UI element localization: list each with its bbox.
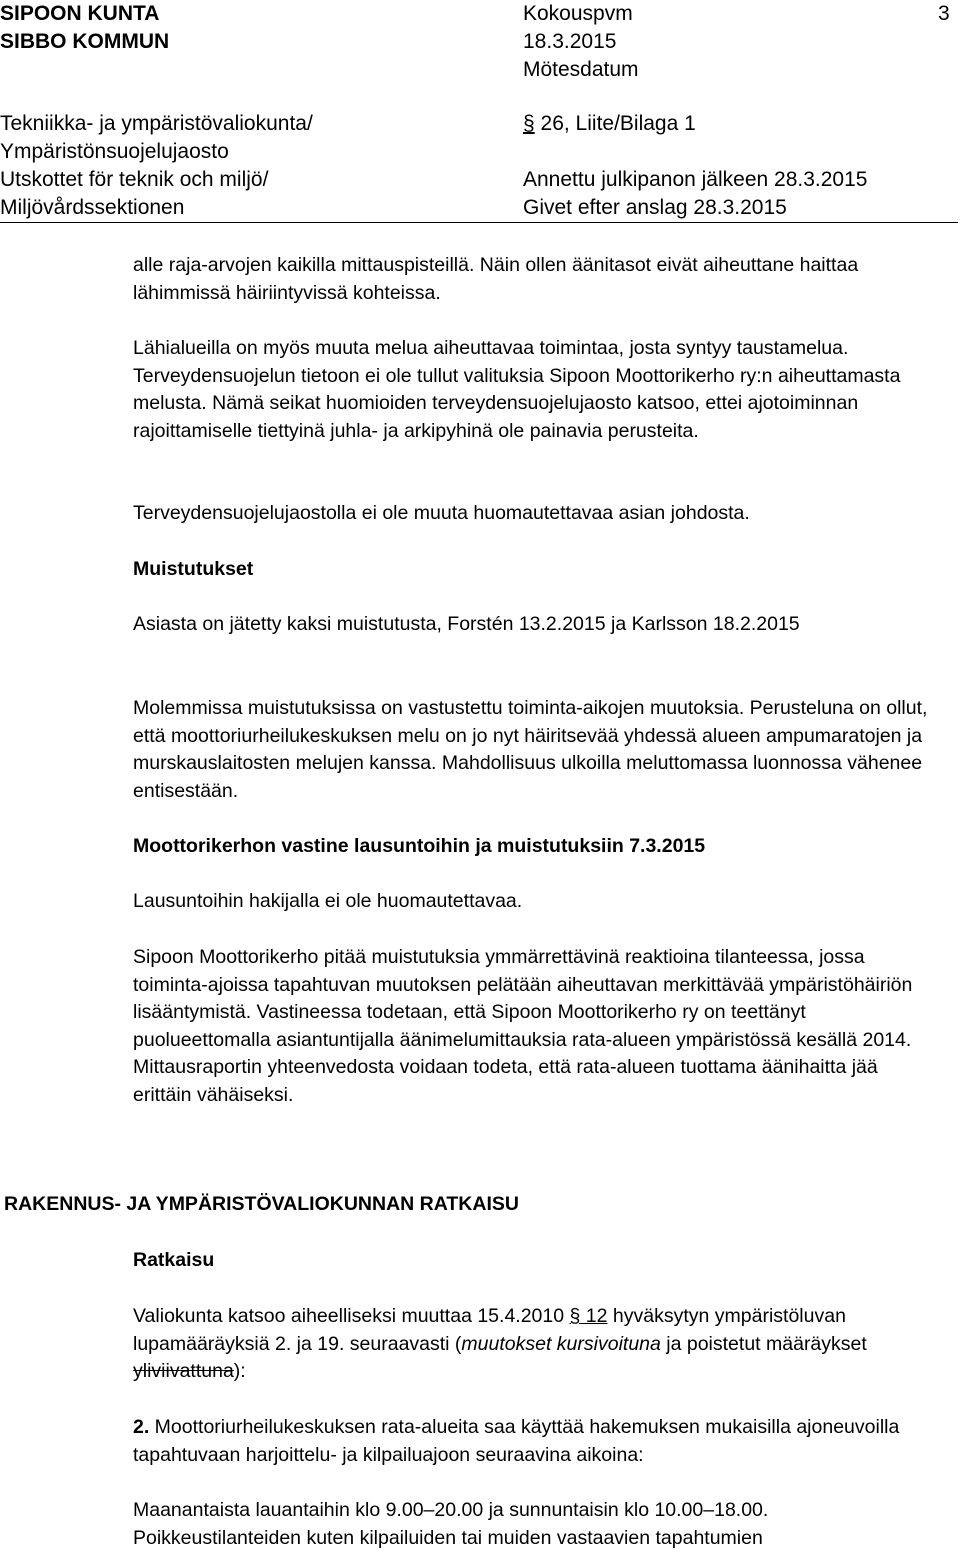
paragraph-8: [133, 1303, 933, 1386]
page-number: 3: [938, 2, 950, 25]
department-fi-line1: Tekniikka- ja ympäristövaliokunta/: [0, 112, 313, 135]
org-name-sv: SIBBO KOMMUN: [0, 30, 170, 53]
paragraph-9: [133, 1414, 933, 1469]
document-header: [0, 0, 960, 224]
p8-part-d: ja poistetut määräykset: [660, 1332, 867, 1355]
department-sv-line2: Miljövårdssektionen: [0, 196, 185, 219]
p8-strike-note: yliviivattuna: [133, 1360, 234, 1383]
department-fi-line2: Ympäristönsuojelujaosto: [0, 140, 229, 163]
paragraph-4: Asiasta on jätetty kaksi muistutusta, Forstén 13.2.2015 ja Karlsson 18.2.2015: [133, 613, 800, 635]
paragraph-6: Lausuntoihin hakijalla ei ole huomautettavaa.: [133, 890, 523, 912]
section-title: RAKENNUS- JA YMPÄRISTÖVALIOKUNNAN RATKAISU: [4, 1193, 519, 1215]
header-divider: [0, 222, 958, 223]
p9-text: Moottoriurheilukeskuksen rata-alueita saa käyttää hakemuksen mukaisilla ajoneuvoilla tapahtuvaan harjoittelu- ja kilpailuajoon seuraavina aikoina:: [133, 1416, 900, 1466]
p8-part-c: hyväksytyn ympäristöluvan lupamääräyksiä 2. ja 19. seuraavasti (: [133, 1305, 846, 1355]
department-sv-line1: Utskottet för teknik och miljö/: [0, 168, 269, 191]
org-name-fi: SIPOON KUNTA: [0, 2, 160, 25]
p8-section-symbol: §: [569, 1305, 581, 1327]
published-fi: Annettu julkipanon jälkeen 28.3.2015: [523, 168, 868, 191]
heading-vastine: Moottorikerhon vastine lausuntoihin ja muistutuksiin 7.3.2015: [133, 835, 706, 857]
published-sv: Givet efter anslag 28.3.2015: [523, 196, 787, 219]
p8-section-number: 12: [580, 1305, 608, 1327]
paragraph-7: Sipoon Moottorikerho pitää muistutuksia ymmärrettävinä reaktioina tilanteessa, jossa toiminta-ajoissa tapahtuvan muutoksen pelätään aiheuttavan merkittävää ympäristöhäiriön lisääntymistä. Vastineessa todetaan, että Sipoon Moottorikerho ry on teettänyt puolueettomalla asiantuntijalla äänimelumittauksia rata-alueen ympäristössä kesällä 2014. Mittausraportin yhteenvedosta voidaan todeta, että rata-alueen tuottama äänihaitta jää erittäin vähäiseksi.: [133, 946, 913, 1106]
paragraph-1: alle raja-arvojen kaikilla mittauspisteillä. Näin ollen äänitasot eivät aiheuttane haittaa lähimmissä häiriintyvissä kohteissa.: [133, 254, 859, 304]
section-reference: [523, 110, 696, 138]
p8-part-e: ):: [233, 1360, 246, 1383]
section-reference-text: 26, Liite/Bilaga 1: [540, 112, 696, 135]
paragraph-2: Lähialueilla on myös muuta melua aiheuttavaa toimintaa, josta syntyy taustamelua. Terveydensuojelun tietoon ei ole tullut valituksia Sipoon Moottorikerho ry:n aiheuttamasta melusta. Nämä seikat huomioiden terveydensuojelujaosto katsoo, ettei ajotoiminnan rajoittamiselle tiettyinä juhla- ja arkipyhinä ole painavia perusteita.: [133, 337, 901, 442]
paragraph-10: Maanantaista lauantaihin klo 9.00–20.00 ja sunnuntaisin klo 10.00–18.00. Poikkeustilanteiden kuten kilpailuiden tai muiden vastaavien tapahtumien: [133, 1499, 769, 1549]
heading-muistutukset: Muistutukset: [133, 558, 254, 580]
p8-part-a: Valiokunta katsoo aiheelliseksi muuttaa 15.4.2010: [133, 1305, 570, 1327]
section-symbol: §: [523, 112, 535, 135]
p8-italic-note: muutokset kursivoituna: [461, 1332, 661, 1355]
meeting-date: 18.3.2015: [523, 30, 617, 53]
meeting-label-fi: Kokouspvm: [523, 2, 633, 25]
paragraph-3: Terveydensuojelujaostolla ei ole muuta huomautettavaa asian johdosta.: [133, 502, 750, 524]
meeting-label-sv: Mötesdatum: [523, 58, 639, 81]
paragraph-5: Molemmissa muistutuksissa on vastustettu toiminta-aikojen muutoksia. Perusteluna on ollut, että moottoriurheilukeskuksen melu on jo nyt häiritsevää yhdessä alueen ampumaratojen ja murskauslaitosten melujen kanssa. Mahdollisuus ulkoilla meluttomassa luonnossa vähenee entisestään.: [133, 697, 928, 802]
heading-ratkaisu: Ratkaisu: [133, 1249, 215, 1271]
p9-number: 2.: [133, 1416, 150, 1438]
